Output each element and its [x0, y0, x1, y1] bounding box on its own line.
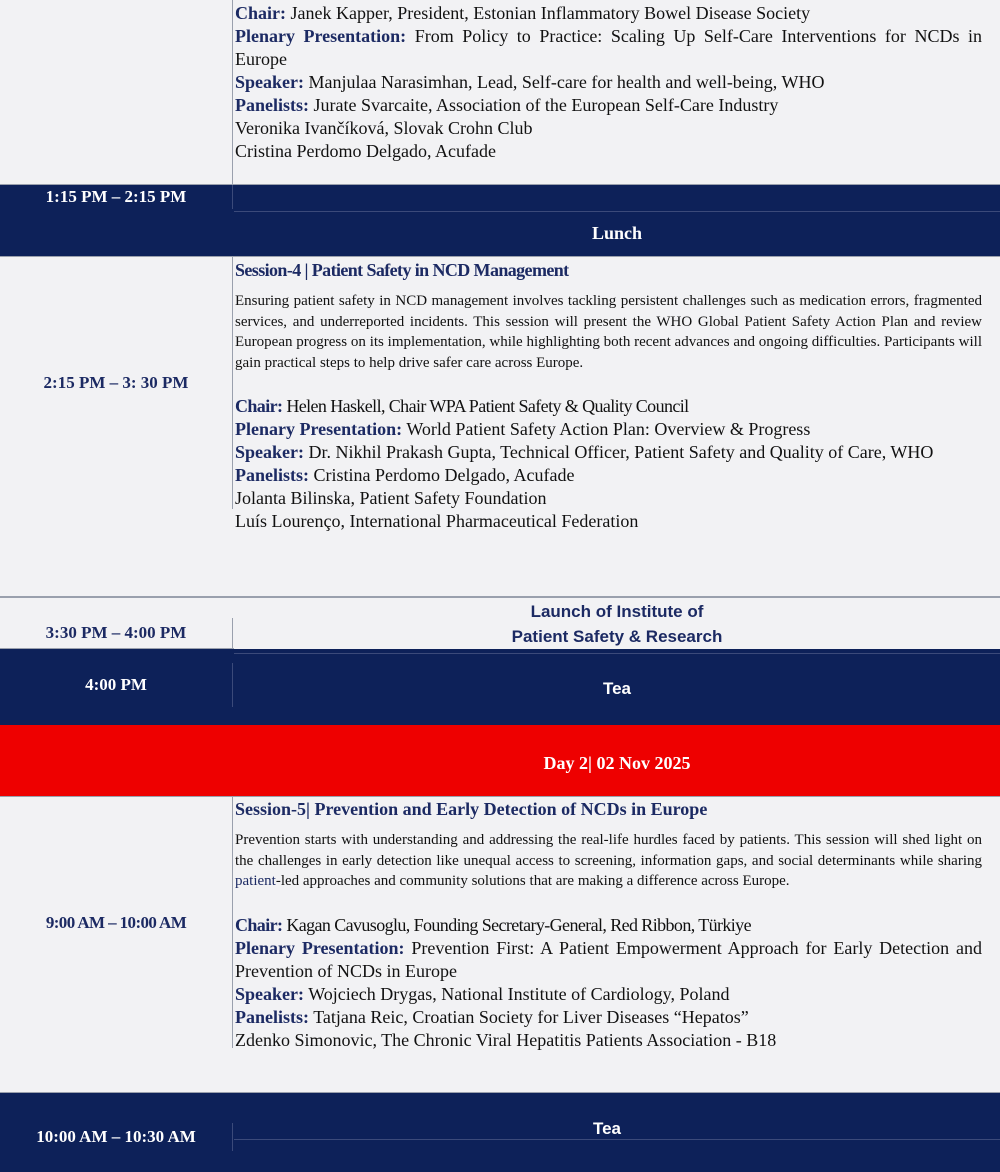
- tea2-title: Tea: [592, 1119, 622, 1138]
- description-part1: Prevention starts with understanding and addressing the real-life hurdles faced by patients. This session will shed light on the challenges in early detection like unequal access to screening, information gaps, and social determinants while sharing: [235, 832, 982, 869]
- launch-title: [234, 598, 1000, 650]
- plenary-label: Plenary Presentation:: [235, 937, 405, 958]
- launch-title-line2: Patient Safety & Research: [511, 627, 723, 646]
- panelist-item: Luís Lourenço, International Pharmaceutical Federation: [235, 511, 639, 531]
- session4-plenary: [235, 418, 982, 441]
- session3-panelists: [235, 94, 982, 117]
- tea1-time: 4:00 PM: [0, 663, 233, 707]
- panelist-item: Cristina Perdomo Delgado, Acufade: [313, 465, 575, 485]
- panelist-item: Zdenko Simonovic, The Chronic Viral Hepatitis Patients Association - B18: [235, 1029, 777, 1050]
- plenary-text: Prevention First: A Patient Empowerment Approach for Early Detection and Prevention of NCDs in Europe: [235, 937, 983, 981]
- session3-plenary: [235, 25, 982, 71]
- session4-content: [234, 259, 1000, 533]
- row-divider: [234, 1139, 1000, 1140]
- day2-banner: [0, 725, 1000, 796]
- session5-title: Session-5| Prevention and Early Detection of NCDs in Europe: [235, 799, 708, 819]
- plenary-text: From Policy to Practice: Scaling Up Self-Care Interventions for NCDs in Europe: [235, 26, 983, 69]
- session4-row: [0, 256, 1000, 597]
- chair-label: Chair:: [235, 3, 286, 23]
- day2-title: Day 2| 02 Nov 2025: [543, 753, 691, 773]
- launch-title-line1: Launch of Institute of: [530, 602, 704, 621]
- session4-speaker: [235, 441, 982, 464]
- session3-chair: [235, 2, 982, 25]
- panelist-item: Tatjana Reic, Croatian Society for Liver Diseases “Hepatos”: [313, 1006, 749, 1027]
- lunch-row: [0, 185, 1000, 256]
- tea1-title: Tea: [602, 679, 632, 698]
- tea2-row: [0, 1093, 1000, 1172]
- patient-link[interactable]: patient: [235, 873, 276, 889]
- session5-description: [235, 830, 982, 892]
- session5-speaker: [235, 983, 982, 1006]
- panelists-label: Panelists:: [235, 1006, 309, 1027]
- session5-time: 9:00 AM – 10:00 AM: [0, 797, 233, 1048]
- session5-content: [234, 798, 1000, 1052]
- speaker-text: Manjulaa Narasimhan, Lead, Self-care for health and well-being, WHO: [308, 72, 825, 92]
- launch-time: 3:30 PM – 4:00 PM: [0, 618, 233, 648]
- session5-row: [0, 796, 1000, 1093]
- description-part2: -led approaches and community solutions that are making a difference across Europe.: [275, 873, 790, 889]
- panelist-item: Veronika Ivančíková, Slovak Crohn Club: [235, 118, 533, 138]
- plenary-text: World Patient Safety Action Plan: Overview & Progress: [406, 419, 811, 439]
- session3-content: [234, 2, 1000, 163]
- launch-row: [0, 597, 1000, 649]
- panelists-label: Panelists:: [235, 465, 309, 485]
- plenary-label: Plenary Presentation:: [235, 26, 407, 46]
- tea2-time: 10:00 AM – 10:30 AM: [0, 1123, 233, 1151]
- session5-chair: [235, 914, 982, 937]
- session3-time-cell: [0, 0, 233, 184]
- session5-panelists: [235, 1006, 982, 1029]
- chair-text: Helen Haskell, Chair WPA Patient Safety & Quality Council: [286, 396, 689, 416]
- tea1-row: [0, 649, 1000, 725]
- lunch-title: Lunch: [591, 223, 643, 243]
- panelist-item: Jolanta Bilinska, Patient Safety Foundation: [235, 488, 547, 508]
- speaker-label: Speaker:: [235, 442, 304, 462]
- session3-row: [0, 0, 1000, 185]
- chair-label: Chair:: [235, 396, 283, 416]
- session4-description: Ensuring patient safety in NCD management involves tackling persistent challenges such as medication errors, fragmented services, and underreported incidents. This session will present the WHO Global Patient Safety Action Plan and review European progress on its implementation, while highlighting both recent advances and ongoing difficulties. Participants will gain practical steps to help drive safer care across Europe.: [235, 293, 982, 371]
- chair-text: Kagan Cavusoglu, Founding Secretary-General, Red Ribbon, Türkiye: [286, 914, 751, 935]
- speaker-text: Wojciech Drygas, National Institute of Cardiology, Poland: [308, 983, 730, 1004]
- session4-chair: [235, 395, 982, 418]
- chair-text: Janek Kapper, President, Estonian Inflammatory Bowel Disease Society: [290, 3, 811, 23]
- plenary-label: Plenary Presentation:: [235, 419, 403, 439]
- panelist-item: Jurate Svarcaite, Association of the European Self-Care Industry: [313, 95, 779, 115]
- speaker-label: Speaker:: [235, 983, 304, 1004]
- lunch-time: 1:15 PM – 2:15 PM: [0, 185, 233, 209]
- session3-speaker: [235, 71, 982, 94]
- session4-time: 2:15 PM – 3: 30 PM: [0, 257, 233, 509]
- speaker-label: Speaker:: [235, 72, 304, 92]
- session4-title: Session-4 | Patient Safety in NCD Management: [235, 260, 569, 280]
- speaker-text: Dr. Nikhil Prakash Gupta, Technical Officer, Patient Safety and Quality of Care, WHO: [308, 442, 934, 462]
- panelist-item: Cristina Perdomo Delgado, Acufade: [235, 141, 496, 161]
- session5-plenary: [235, 937, 982, 983]
- session4-panelists: [235, 464, 982, 487]
- chair-label: Chair:: [235, 914, 283, 935]
- panelists-label: Panelists:: [235, 95, 309, 115]
